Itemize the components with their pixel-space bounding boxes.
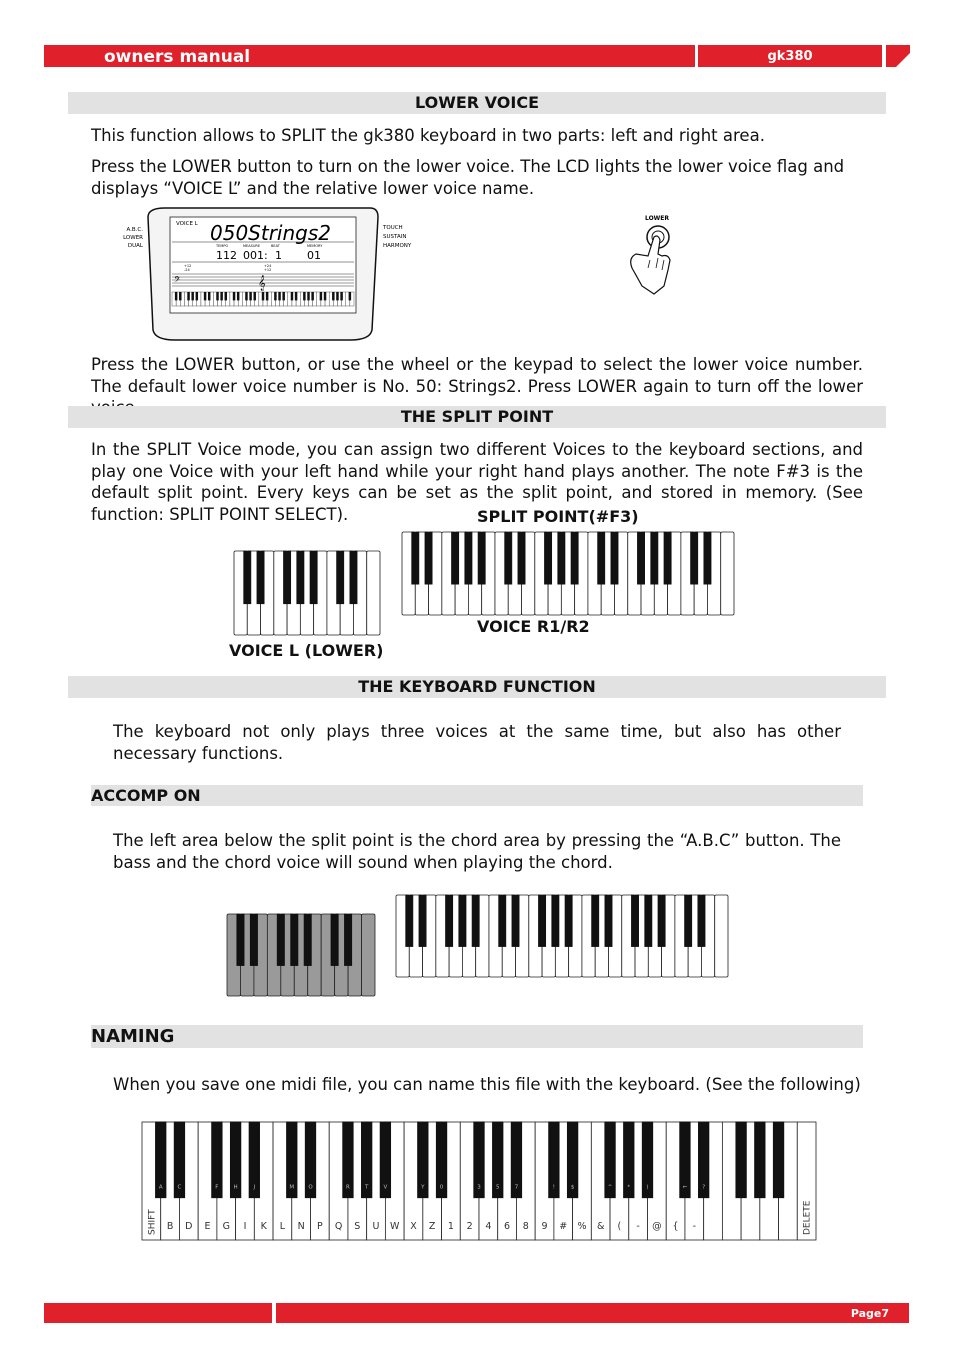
naming-white-key-label: S	[354, 1221, 361, 1232]
black-key	[571, 532, 578, 584]
black-key	[565, 895, 572, 947]
lcd-black-key	[208, 292, 210, 300]
black-key	[552, 895, 559, 947]
black-key	[704, 532, 711, 584]
black-key	[451, 532, 458, 584]
black-key	[425, 532, 432, 584]
section-split-point	[68, 406, 886, 428]
naming-white-key-label: {	[672, 1221, 679, 1232]
lcd-memory-label: MEMORY	[307, 244, 323, 248]
voice-r-label: VOICE R1/R2	[477, 617, 590, 636]
naming-black-key-label: M	[289, 1184, 295, 1191]
black-key	[350, 551, 357, 604]
lcd-label-harmony: HARMONY	[383, 243, 412, 249]
naming-p1: When you save one midi file, you can name this file with the keyboard. (See the following)	[113, 1075, 861, 1094]
lcd-black-key	[237, 292, 239, 300]
black-key	[257, 551, 264, 604]
split-point-label: SPLIT POINT(#F3)	[477, 507, 639, 526]
naming-white-key-label: E	[204, 1221, 211, 1232]
header-bar-right	[698, 45, 882, 67]
header-title: owners manual	[104, 47, 251, 67]
lcd-beat-label: BEAT	[271, 244, 280, 248]
black-key	[459, 895, 466, 947]
lcd-bass-clef: 𝄢	[174, 276, 181, 287]
naming-white-key-label: 8	[522, 1221, 529, 1232]
naming-white-key-label: L	[279, 1221, 286, 1232]
section-accomp-on	[91, 785, 863, 806]
naming-black-key	[755, 1122, 765, 1198]
lcd-black-key	[332, 292, 334, 300]
lcd-black-key	[191, 292, 193, 300]
accomp-keyboard-right	[394, 894, 730, 980]
keyboard-function-heading: THE KEYBOARD FUNCTION	[358, 677, 596, 696]
black-key	[406, 895, 413, 947]
black-key	[337, 551, 344, 604]
black-key	[538, 895, 545, 947]
accomp-keyboard-left	[225, 913, 377, 999]
black-key	[592, 895, 599, 947]
delete-key-label: DELETE	[802, 1200, 813, 1235]
lcd-black-key	[196, 292, 198, 300]
shift-key-label: SHIFT	[147, 1209, 158, 1235]
black-key	[472, 895, 479, 947]
naming-white-key-label: I	[243, 1221, 247, 1232]
naming-white-key-label: @	[652, 1221, 662, 1232]
lcd-label-dual: DUAL	[127, 243, 143, 249]
naming-white-key-label: D	[185, 1221, 193, 1232]
naming-black-key-label: )	[646, 1184, 649, 1191]
naming-black-key-label: ?	[702, 1184, 706, 1191]
naming-black-key-label: 3	[477, 1184, 481, 1191]
lcd-black-key	[340, 292, 342, 300]
lcd-black-key	[262, 292, 264, 300]
naming-white-key-label: X	[410, 1221, 417, 1232]
naming-white-key-label: 4	[485, 1221, 492, 1232]
footer-page: Page7	[850, 1307, 889, 1320]
black-key	[651, 532, 658, 584]
naming-black-key-label: F	[215, 1184, 219, 1191]
naming-black-key-label: 7	[514, 1184, 519, 1191]
lower-voice-p3: Press the LOWER button, or use the wheel or the keypad to select the lower voice number. The default lower voice number is No. 50: Strings2. Press LOWER again to turn off the lower	[91, 355, 863, 396]
black-key	[611, 532, 618, 584]
black-key	[512, 895, 519, 947]
black-key	[237, 914, 244, 966]
naming-white-key-label: P	[316, 1221, 323, 1232]
lcd-memory-value: 01	[307, 249, 321, 262]
naming-black-key-label: A	[158, 1184, 163, 1191]
naming-white-key-label: K	[260, 1221, 267, 1232]
naming-white-key-label: 6	[504, 1221, 511, 1232]
lcd-transpose-left-0: +12	[184, 264, 192, 268]
naming-white-key-label: B	[166, 1221, 174, 1232]
naming-black-key-label: 5	[495, 1184, 500, 1191]
naming-white-key-label: 9	[541, 1221, 548, 1232]
black-key	[605, 895, 612, 947]
lcd-voice-flag: VOICE L	[176, 221, 198, 227]
footer-bar-left	[44, 1303, 272, 1323]
naming-black-key	[736, 1122, 746, 1198]
footer-bar-right	[276, 1303, 909, 1323]
lcd-label-lower: LOWER	[123, 235, 143, 241]
naming-black-key-label: ^	[607, 1184, 613, 1191]
naming-black-key-label: 0	[439, 1184, 444, 1191]
voice-l-label: VOICE L (LOWER)	[229, 641, 384, 660]
black-key	[331, 914, 338, 966]
lcd-black-key	[291, 292, 293, 300]
naming-white-key-label: -	[692, 1221, 697, 1232]
black-key	[445, 895, 452, 947]
black-key	[645, 895, 652, 947]
split-point-heading: THE SPLIT POINT	[400, 407, 554, 426]
black-key	[637, 532, 644, 584]
naming-white-key-label: 2	[466, 1221, 473, 1232]
naming-white-key-label: #	[559, 1221, 568, 1232]
black-key	[250, 914, 257, 966]
black-key	[277, 914, 284, 966]
lower-button-label: LOWER	[644, 215, 670, 222]
black-key	[465, 532, 472, 584]
lcd-treble-clef: 𝄞	[258, 276, 266, 291]
naming-black-key-label: T	[364, 1184, 369, 1191]
lcd-black-key	[175, 292, 177, 300]
naming-white-key-label: Z	[428, 1221, 436, 1232]
lcd-black-key	[187, 292, 189, 300]
black-key	[499, 895, 506, 947]
black-key	[518, 532, 525, 584]
naming-black-key-label: $	[570, 1184, 575, 1191]
white-key	[715, 895, 728, 977]
black-key	[664, 532, 671, 584]
accomp-p1: The left area below the split point is the chord area by pressing the “A.B.C” button. The bass and the chord voice will sound when playing the chord.	[113, 831, 841, 872]
black-key	[685, 895, 692, 947]
lcd-panel	[110, 205, 430, 345]
lower-voice-heading: LOWER VOICE	[414, 93, 540, 112]
black-key	[310, 551, 317, 604]
black-key	[344, 914, 351, 966]
black-key	[478, 532, 485, 584]
lcd-black-key	[282, 292, 284, 300]
lcd-label-abc: A.B.C.	[126, 227, 143, 233]
lcd-black-key	[349, 292, 351, 300]
black-key	[297, 551, 304, 604]
lcd-black-key	[278, 292, 280, 300]
lcd-black-key	[220, 292, 222, 300]
black-key	[291, 914, 298, 966]
lcd-black-key	[311, 292, 313, 300]
lcd-black-key	[295, 292, 297, 300]
white-key	[721, 532, 734, 615]
black-key	[631, 895, 638, 947]
naming-white-key-label: N	[297, 1221, 305, 1232]
naming-white-key-label: U	[372, 1221, 380, 1232]
section-lower-voice	[68, 92, 886, 114]
lower-button-illustration	[612, 210, 702, 300]
naming-white-key-label: 1	[447, 1221, 454, 1232]
naming-white-key-label: -	[636, 1221, 640, 1232]
lcd-display: 050Strings2	[210, 221, 332, 245]
lcd-mini-keyboard	[172, 292, 354, 306]
naming-black-key-label: *	[627, 1184, 631, 1191]
lcd-transpose-right-0: +24	[264, 264, 272, 268]
lcd-measure-label: MEASURE	[243, 244, 261, 248]
header-bar-left	[44, 45, 695, 67]
black-key	[658, 895, 665, 947]
black-key	[558, 532, 565, 584]
lower-voice-p2: Press the LOWER button to turn on the lower voice. The LCD lights the lower voice flag and displays “VOICE L” and the relative lower voice name.	[91, 157, 845, 198]
split-keyboard-right	[400, 531, 736, 618]
naming-black-key-label: !	[552, 1184, 555, 1191]
lcd-black-key	[216, 292, 218, 300]
lcd-tempo-value: 112	[216, 249, 237, 262]
accomp-heading: ACCOMP ON	[91, 786, 201, 805]
split-keyboard-left	[232, 550, 382, 638]
black-key	[698, 895, 705, 947]
black-key	[505, 532, 512, 584]
naming-black-key-label: R	[346, 1184, 350, 1191]
lower-voice-p1: This function allows to SPLIT the gk380 keyboard in two parts: left and right area.	[91, 126, 765, 145]
lcd-transpose-left-1: -24	[184, 268, 190, 272]
header-model: gk380	[767, 49, 813, 64]
lcd-black-key	[336, 292, 338, 300]
black-key	[598, 532, 605, 584]
lcd-black-key	[320, 292, 322, 300]
lcd-transpose-right-1: +12	[264, 268, 272, 272]
lcd-black-key	[204, 292, 206, 300]
naming-heading: NAMING	[91, 1026, 175, 1047]
lcd-black-key	[253, 292, 255, 300]
black-key	[304, 914, 311, 966]
naming-white-key-label: (	[617, 1221, 622, 1232]
naming-black-key-label: O	[308, 1184, 313, 1191]
split-point-p1: In the SPLIT Voice mode, you can assign two different Voices to the keyboard sections, and play one Voice with your left hand while your right hand plays another. The note F#3 is the default split point. Every keys can be set as the split point, and stored in memory. (See function: SPLIT POINT SELECT).	[91, 440, 863, 524]
header-corner	[886, 45, 910, 67]
naming-black-key	[773, 1122, 783, 1198]
naming-black-key-label: ←	[682, 1184, 688, 1191]
naming-black-key-label: C	[177, 1184, 182, 1191]
lcd-black-key	[249, 292, 251, 300]
lcd-black-key	[324, 292, 326, 300]
section-naming	[91, 1025, 863, 1048]
naming-black-key-label: H	[233, 1184, 238, 1191]
lcd-beat-value: 1	[275, 249, 282, 262]
lcd-tempo-label: TEMPO	[216, 244, 229, 248]
black-key	[544, 532, 551, 584]
lcd-black-key	[307, 292, 309, 300]
naming-white-key-label: Q	[334, 1221, 343, 1232]
lcd-measure-value: 001:	[243, 249, 268, 262]
lcd-label-touch: TOUCH	[383, 225, 403, 231]
naming-white-key-label: %	[577, 1221, 587, 1232]
lcd-black-key	[266, 292, 268, 300]
lcd-black-key	[179, 292, 181, 300]
black-key	[412, 532, 419, 584]
black-key	[283, 551, 290, 604]
naming-keyboard	[140, 1121, 818, 1243]
lcd-black-key	[245, 292, 247, 300]
naming-black-key-label: J	[253, 1184, 256, 1191]
white-key	[367, 551, 380, 635]
naming-white-key-label: W	[390, 1221, 400, 1232]
white-key	[362, 914, 375, 996]
lcd-black-key	[274, 292, 276, 300]
black-key	[244, 551, 251, 604]
naming-white-key-label: &	[596, 1221, 605, 1232]
section-keyboard-function	[68, 676, 886, 698]
lcd-label-sustain: SUSTAIN	[383, 234, 407, 240]
keyboard-function-p1: The keyboard not only plays three voices at the same time, but also has other necessary functions.	[113, 722, 841, 763]
lcd-black-key	[225, 292, 227, 300]
black-key	[419, 895, 426, 947]
naming-white-key-label: G	[222, 1221, 230, 1232]
lcd-black-key	[303, 292, 305, 300]
lcd-black-key	[233, 292, 235, 300]
naming-black-key-label: Y	[421, 1184, 425, 1191]
black-key	[691, 532, 698, 584]
naming-black-key-label: V	[383, 1184, 388, 1191]
